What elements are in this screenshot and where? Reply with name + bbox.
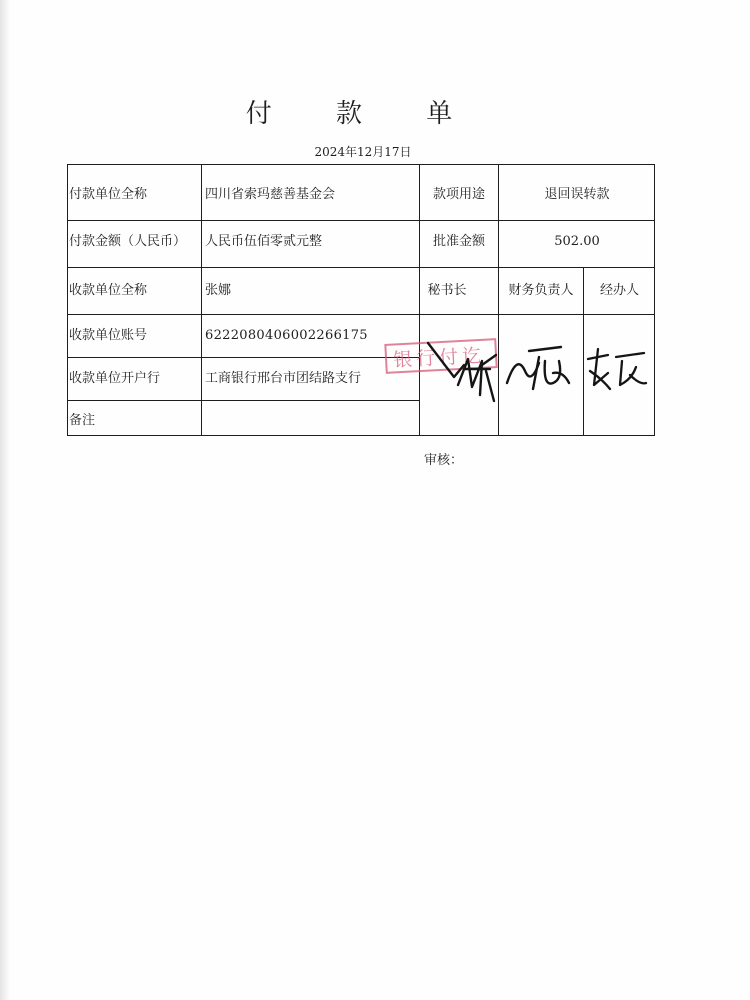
row-divider [67, 220, 655, 221]
secretary-general-label: 秘书长 [427, 283, 467, 298]
payee-bank-value: 工商银行邢台市团结路支行 [205, 371, 362, 386]
row-divider [420, 314, 655, 315]
approved-amount-label: 批准金额 [432, 234, 485, 249]
amount-label: 付款金额（人民币） [69, 234, 187, 249]
payer-name-label: 付款单位全称 [69, 187, 148, 202]
column-divider [419, 164, 420, 436]
amount-words-value: 人民币伍佰零贰元整 [205, 234, 323, 249]
payee-account-label: 收款单位账号 [69, 328, 148, 343]
finance-head-label: 财务负责人 [508, 283, 574, 298]
column-divider [201, 164, 202, 436]
secretary-general-signature [424, 325, 502, 405]
payee-bank-label: 收款单位开户行 [69, 371, 161, 386]
row-divider [67, 400, 420, 401]
payee-name-label: 收款单位全称 [69, 283, 148, 298]
payment-table [67, 164, 655, 436]
row-divider [67, 314, 420, 315]
row-divider [67, 357, 420, 358]
document-title: 付 款 单 [245, 99, 481, 129]
payee-name-value: 张娜 [205, 283, 232, 298]
handler-label: 经办人 [599, 283, 639, 298]
row-divider [67, 267, 655, 268]
finance-head-signature [503, 343, 577, 395]
handler-signature [584, 345, 650, 393]
approved-amount-value: 502.00 [554, 234, 600, 249]
remarks-label: 备注 [69, 413, 96, 428]
purpose-label: 款项用途 [432, 187, 485, 202]
payer-name-value: 四川省索玛慈善基金会 [205, 187, 336, 202]
purpose-value: 退回误转款 [544, 187, 610, 202]
payee-account-value: 6222080406002266175 [205, 328, 368, 343]
bank-paid-stamp: 银行付讫 [384, 338, 497, 374]
audit-label: 审核： [424, 453, 464, 468]
document-date: 2024年12月17日 [314, 145, 412, 159]
